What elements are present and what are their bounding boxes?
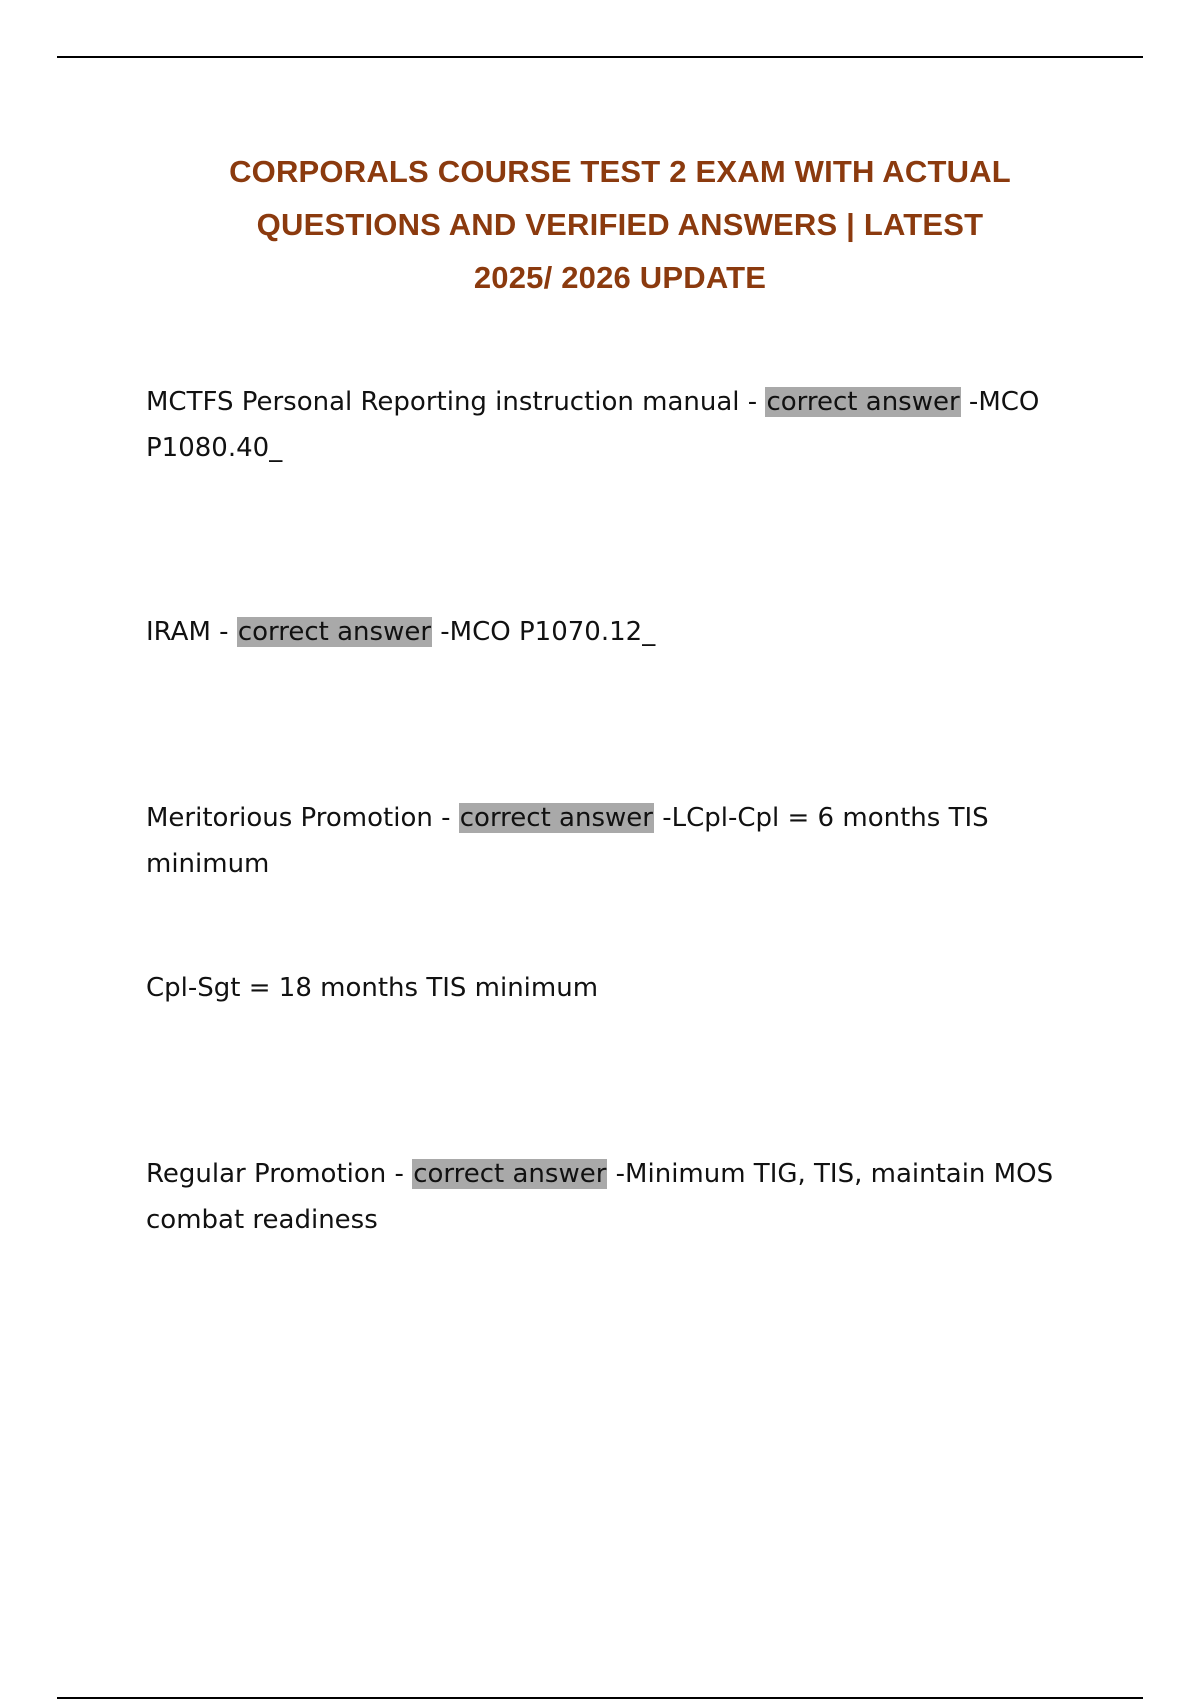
answer-text-continued: minimum (146, 849, 270, 879)
qa-line (146, 795, 1096, 841)
title-line-1: CORPORALS COURSE TEST 2 EXAM WITH ACTUAL (229, 154, 1011, 189)
answer-text-continued: P1080.40_ (146, 433, 283, 463)
answer-text: -MCO P1070.12_ (432, 617, 656, 647)
answer-text-continued: combat readiness (146, 1205, 378, 1235)
answer-text: Cpl-Sgt = 18 months TIS minimum (146, 973, 599, 1003)
correct-answer-marker: correct answer (413, 1159, 607, 1189)
title-line-2: QUESTIONS AND VERIFIED ANSWERS | LATEST (256, 207, 984, 242)
answer-text: -MCO (960, 387, 1040, 417)
top-rule (57, 56, 1143, 58)
qa-entry-cpl-sgt (146, 965, 1096, 1011)
answer-text: -LCpl-Cpl = 6 months TIS (653, 803, 989, 833)
answer-text: -Minimum TIG, TIS, maintain MOS (607, 1159, 1054, 1189)
qa-line (146, 609, 1096, 655)
qa-line (146, 1151, 1096, 1197)
qa-line (146, 379, 1096, 425)
qa-entry-iram (146, 609, 1096, 655)
question-text: IRAM - (146, 617, 237, 647)
bottom-rule (57, 1697, 1143, 1699)
document-title (130, 145, 1110, 304)
question-text: Regular Promotion - (146, 1159, 413, 1189)
correct-answer-marker: correct answer (766, 387, 960, 417)
title-line-3: 2025/ 2026 UPDATE (473, 260, 767, 295)
qa-entry-regular-promotion (146, 1151, 1096, 1243)
qa-entry-meritorious-promotion (146, 795, 1096, 887)
question-text: MCTFS Personal Reporting instruction manual - (146, 387, 766, 417)
correct-answer-marker: correct answer (237, 617, 432, 647)
correct-answer-marker: correct answer (459, 803, 653, 833)
question-text: Meritorious Promotion - (146, 803, 459, 833)
qa-entry-mctfs (146, 379, 1096, 471)
